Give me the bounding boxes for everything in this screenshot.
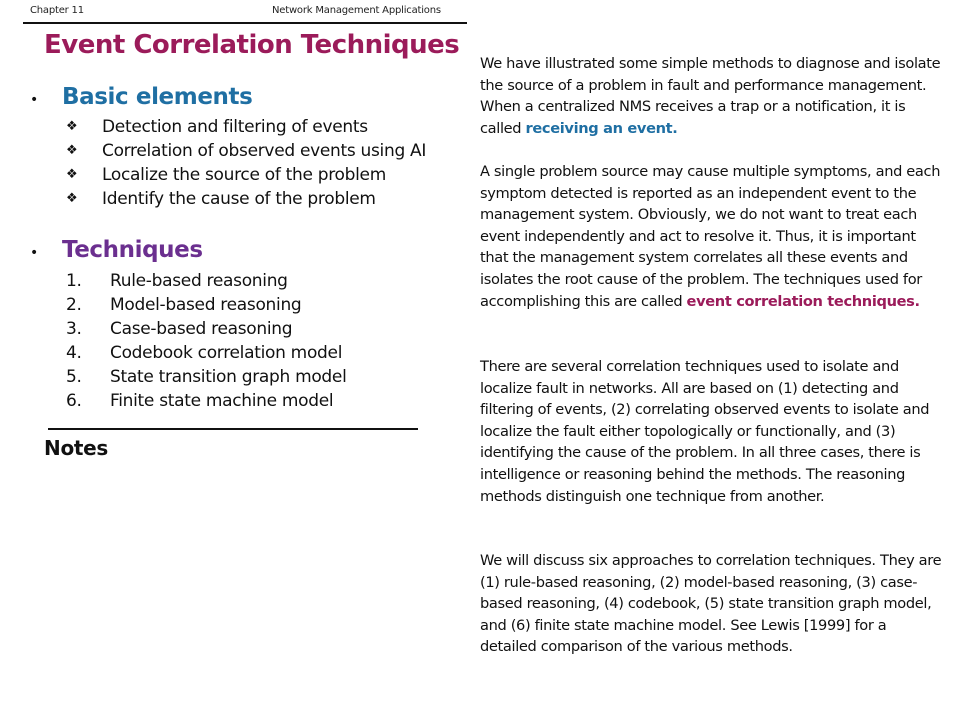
slide-title: Event Correlation Techniques xyxy=(44,30,460,60)
highlight-receiving-an-event: receiving an event. xyxy=(525,119,678,137)
list-item-text: State transition graph model xyxy=(110,367,347,387)
section-bullet-icon: • xyxy=(30,92,39,108)
techniques-list xyxy=(66,269,347,413)
list-item xyxy=(66,317,347,341)
list-item-text: Model-based reasoning xyxy=(110,295,302,315)
list-item-number: 6. xyxy=(66,391,82,411)
notes-paragraph-2 xyxy=(480,161,945,312)
list-item-text: Codebook correlation model xyxy=(110,343,343,363)
list-item-text: Localize the source of the problem xyxy=(102,165,386,185)
list-item xyxy=(66,341,347,365)
list-item-text: Correlation of observed events using AI xyxy=(102,141,427,161)
list-item-number: 5. xyxy=(66,367,82,387)
paragraph-text: We have illustrated some simple methods to diagnose and isolate the source of a problem in fault and performance management. When a centralized NMS receives a trap or a notification, it is called xyxy=(480,55,941,137)
list-item xyxy=(66,269,347,293)
chapter-label: Chapter 11 xyxy=(30,5,84,16)
list-item-text: Identify the cause of the problem xyxy=(102,189,376,209)
book-section-label: Network Management Applications xyxy=(272,5,441,16)
notes-paragraph-3 xyxy=(480,356,945,507)
notes-paragraph-4 xyxy=(480,550,945,658)
list-item-text: Case-based reasoning xyxy=(110,319,293,339)
diamond-bullet-icon: ❖ xyxy=(66,119,78,134)
list-item xyxy=(66,365,347,389)
diamond-bullet-icon: ❖ xyxy=(66,143,78,158)
list-item-number: 1. xyxy=(66,271,82,291)
basic-elements-list xyxy=(66,115,426,211)
paragraph-text: There are several correlation techniques used to isolate and localize fault in networks. All are based on (1) detecting and filtering of events, (2) correlating observed events to isolate and localize the fault either topologically or functionally, and (3) identifying the cause of the problem. In all three cases, there is intelligence or reasoning behind the methods. The reasoning methods distinguish one technique from another. xyxy=(480,358,930,505)
list-item xyxy=(66,163,426,187)
notes-paragraph-1 xyxy=(480,53,945,139)
highlight-event-correlation-techniques: event correlation techniques. xyxy=(686,292,920,310)
paragraph-text: A single problem source may cause multiple symptoms, and each symptom detected is reported as an independent event to the management system. Obviously, we do not want to treat each event independently and act to resolve it. Thus, it is important that the management system correlates all these events and isolates the root cause of the problem. The techniques used for accomplishing this are called xyxy=(480,163,941,310)
section-heading-basic-elements: Basic elements xyxy=(62,84,253,110)
paragraph-text: We will discuss six approaches to correlation techniques. They are (1) rule-based reasoning, (2) model-based reasoning, (3) case-based reasoning, (4) codebook, (5) state transition graph model, and (6) finite state machine model. See Lewis [1999] for a detailed comparison of the various methods. xyxy=(480,552,942,656)
list-item xyxy=(66,293,347,317)
list-item xyxy=(66,139,426,163)
list-item xyxy=(66,115,426,139)
list-item xyxy=(66,187,426,211)
list-item-number: 2. xyxy=(66,295,82,315)
list-item-number: 3. xyxy=(66,319,82,339)
list-item-number: 4. xyxy=(66,343,82,363)
notes-divider xyxy=(48,428,418,430)
diamond-bullet-icon: ❖ xyxy=(66,191,78,206)
list-item xyxy=(66,389,347,413)
list-item-text: Rule-based reasoning xyxy=(110,271,288,291)
list-item-text: Finite state machine model xyxy=(110,391,334,411)
section-bullet-icon: • xyxy=(30,245,39,261)
diamond-bullet-icon: ❖ xyxy=(66,167,78,182)
list-item-text: Detection and filtering of events xyxy=(102,117,368,137)
header-divider xyxy=(23,22,467,24)
section-heading-techniques: Techniques xyxy=(62,237,203,263)
notes-label: Notes xyxy=(44,436,109,460)
